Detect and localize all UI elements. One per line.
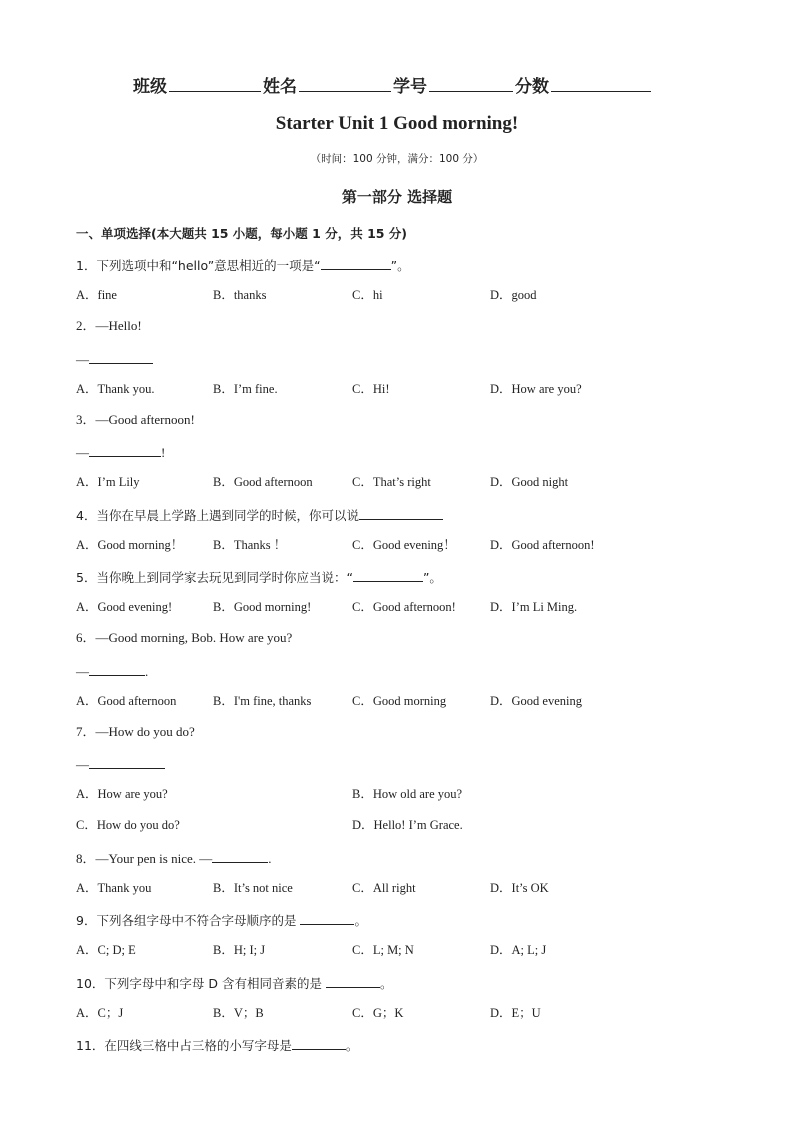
q8-option-d[interactable]: D．It’s OK	[490, 881, 549, 895]
exam-info: （时间：100 分钟，满分：100 分）	[310, 153, 484, 165]
name-label: 姓名	[263, 77, 297, 97]
q7-reply: —	[76, 755, 165, 773]
name-blank[interactable]	[299, 76, 391, 92]
answer-blank[interactable]	[300, 911, 354, 925]
question-11: 11．在四线三格中占三格的小写字母是 。	[76, 1038, 359, 1053]
q3-option-a[interactable]: A．I’m Lily	[76, 475, 140, 489]
q10-option-d[interactable]: D．E；U	[490, 1006, 541, 1020]
q4-option-d[interactable]: D．Good afternoon!	[490, 538, 595, 552]
q7-option-c[interactable]: C．How do you do?	[76, 818, 180, 832]
q8-option-c[interactable]: C．All right	[352, 881, 416, 895]
answer-blank[interactable]	[89, 443, 161, 457]
q7-option-b[interactable]: B．How old are you?	[352, 787, 463, 801]
q9-option-c[interactable]: C．L; M; N	[352, 943, 414, 957]
q10-option-b[interactable]: B．V；B	[213, 1006, 264, 1020]
answer-blank[interactable]	[89, 662, 145, 676]
question-2: 2．—Hello!	[76, 318, 142, 333]
q6-option-d[interactable]: D．Good evening	[490, 694, 582, 708]
page-title: Starter Unit 1 Good morning!	[275, 113, 519, 134]
q1-option-d[interactable]: D．good	[490, 288, 537, 302]
q5-option-d[interactable]: D．I’m Li Ming.	[490, 600, 578, 614]
answer-blank[interactable]	[89, 755, 165, 769]
q6-option-a[interactable]: A．Good afternoon	[76, 694, 177, 708]
q5-option-a[interactable]: A．Good evening!	[76, 600, 173, 614]
q10-option-c[interactable]: C．G；K	[352, 1006, 404, 1020]
q3-option-d[interactable]: D．Good night	[490, 475, 569, 489]
score-label: 分数	[515, 77, 549, 97]
q1-option-c[interactable]: C．hi	[352, 288, 383, 302]
answer-blank[interactable]	[212, 849, 268, 863]
q2-option-d[interactable]: D．How are you?	[490, 382, 582, 396]
question-5: 5．当你晚上到同学家去玩见到同学时你应当说：“ ”。	[76, 570, 442, 585]
number-blank[interactable]	[429, 76, 513, 92]
answer-blank[interactable]	[359, 506, 443, 520]
q8-option-a[interactable]: A．Thank you	[76, 881, 152, 895]
question-4: 4．当你在早晨上学路上遇到同学的时候，你可以说	[76, 506, 443, 524]
question-1: 1．下列选项中和“hello”意思相近的一项是“ ”。	[76, 258, 410, 273]
q4-option-a[interactable]: A．Good morning！	[76, 538, 184, 552]
q5-option-b[interactable]: B．Good morning!	[213, 600, 312, 614]
q7-option-a[interactable]: A．How are you?	[76, 787, 168, 801]
score-blank[interactable]	[551, 76, 651, 92]
q3-option-b[interactable]: B．Good afternoon	[213, 475, 313, 489]
q10-option-a[interactable]: A．C；J	[76, 1006, 124, 1020]
q9-option-b[interactable]: B．H; I; J	[213, 943, 266, 957]
q1-option-a[interactable]: A．fine	[76, 288, 117, 302]
q9-option-a[interactable]: A．C; D; E	[76, 943, 136, 957]
question-7: 7．—How do you do?	[76, 724, 195, 739]
q4-option-b[interactable]: B．Thanks ！	[213, 538, 287, 552]
q2-option-b[interactable]: B．I’m fine.	[213, 382, 278, 396]
class-label: 班级	[133, 77, 167, 97]
q6-option-c[interactable]: C．Good morning	[352, 694, 447, 708]
q6-reply: — .	[76, 664, 149, 679]
number-label: 学号	[393, 77, 427, 97]
class-blank[interactable]	[169, 76, 261, 92]
q6-option-b[interactable]: B．I'm fine, thanks	[213, 694, 312, 708]
q3-reply: — !	[76, 445, 166, 460]
question-10: 10．下列字母中和字母 D 含有相同音素的是 。	[76, 976, 393, 991]
question-8: 8．—Your pen is nice. — .	[76, 851, 272, 866]
question-3: 3．—Good afternoon!	[76, 412, 195, 427]
q2-option-a[interactable]: A．Thank you.	[76, 382, 155, 396]
q9-option-d[interactable]: D．A; L; J	[490, 943, 547, 957]
q3-option-c[interactable]: C．That’s right	[352, 475, 431, 489]
student-info-line	[133, 72, 653, 97]
answer-blank[interactable]	[326, 974, 380, 988]
question-9: 9．下列各组字母中不符合字母顺序的是 。	[76, 913, 367, 928]
q2-option-c[interactable]: C．Hi!	[352, 382, 390, 396]
q4-option-c[interactable]: C．Good evening！	[352, 538, 456, 552]
q2-reply: —	[76, 350, 153, 368]
q5-option-c[interactable]: C．Good afternoon!	[352, 600, 456, 614]
question-6: 6．—Good morning, Bob. How are you?	[76, 630, 293, 645]
section-heading: 一、单项选择(本大题共 15 小题，每小题 1 分，共 15 分)	[76, 226, 408, 241]
part-heading: 第一部分 选择题	[341, 188, 453, 206]
answer-blank[interactable]	[89, 350, 153, 364]
q7-option-d[interactable]: D．Hello! I’m Grace.	[352, 818, 463, 832]
q1-option-b[interactable]: B．thanks	[213, 288, 267, 302]
q8-option-b[interactable]: B．It’s not nice	[213, 881, 293, 895]
answer-blank[interactable]	[321, 256, 391, 270]
answer-blank[interactable]	[292, 1036, 346, 1050]
answer-blank[interactable]	[353, 568, 423, 582]
